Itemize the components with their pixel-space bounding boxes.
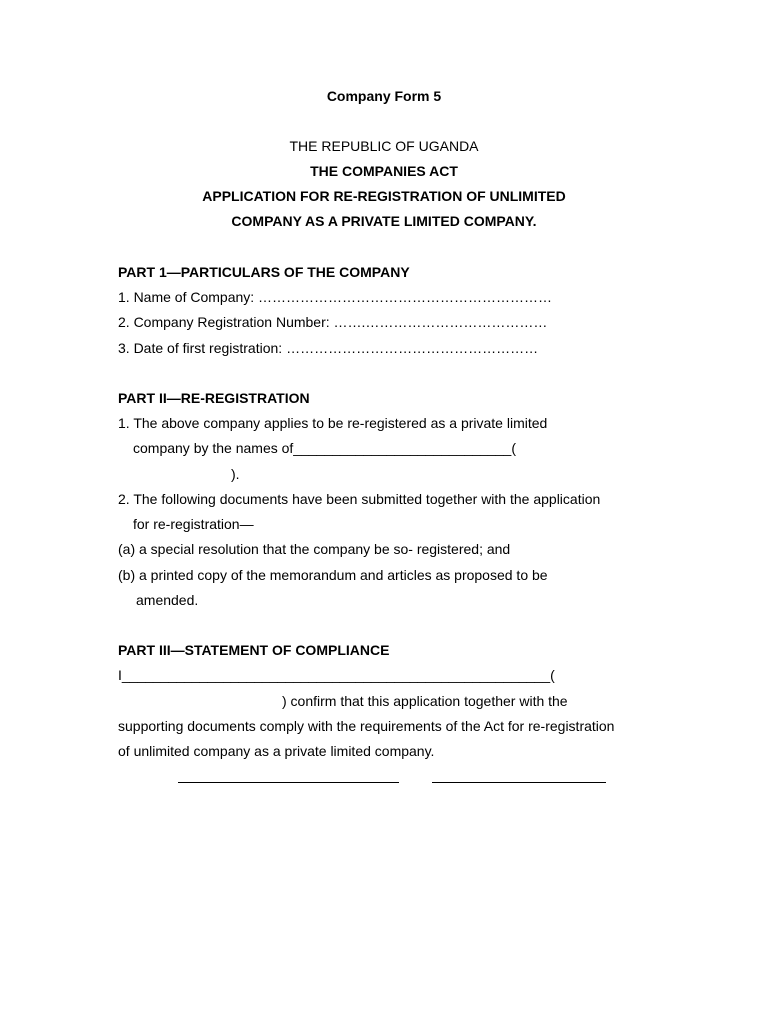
form-title: Company Form 5 xyxy=(326,88,442,104)
application-title-line2: COMPANY AS A PRIVATE LIMITED COMPANY. xyxy=(231,213,537,229)
part2-item-b-line2: amended. xyxy=(136,592,199,608)
part1-item-registration-number: 2. Company Registration Number: …….………………………………… xyxy=(118,314,548,330)
part2-item1-line2: company by the names of____________________________( xyxy=(133,440,516,456)
part1-item-date: 3. Date of first registration: ……………………………………………… xyxy=(118,340,539,356)
part2-item-a: (a) a special resolution that the company be so- registered; and xyxy=(118,541,511,557)
signature-line-left xyxy=(178,782,399,783)
application-title-line1: APPLICATION FOR RE-REGISTRATION OF UNLIMITED xyxy=(202,188,566,204)
part2-item1-line1: 1. The above company applies to be re-registered as a private limited xyxy=(118,415,548,431)
republic-heading: THE REPUBLIC OF UGANDA xyxy=(289,138,479,154)
part2-heading: PART II—RE-REGISTRATION xyxy=(118,390,310,406)
part3-heading: PART III—STATEMENT OF COMPLIANCE xyxy=(118,642,390,658)
part1-item-name: 1. Name of Company: ……………………………………………………… xyxy=(118,289,553,305)
part2-item1-line3: ). xyxy=(231,466,240,482)
part2-item2-line2: for re-registration— xyxy=(133,516,254,532)
signature-line-right xyxy=(432,782,606,783)
part2-item2-line1: 2. The following documents have been submitted together with the application xyxy=(118,491,601,507)
part3-line2: ) confirm that this application together with the xyxy=(282,693,568,709)
part3-line1: I_______________________________________________________( xyxy=(118,667,555,683)
part2-item-b-line1: (b) a printed copy of the memorandum and articles as proposed to be xyxy=(118,567,548,583)
part3-line4: of unlimited company as a private limited company. xyxy=(118,743,435,759)
part3-line3: supporting documents comply with the requirements of the Act for re-registration xyxy=(118,718,615,734)
act-heading: THE COMPANIES ACT xyxy=(310,163,458,179)
part1-heading: PART 1—PARTICULARS OF THE COMPANY xyxy=(118,264,410,280)
